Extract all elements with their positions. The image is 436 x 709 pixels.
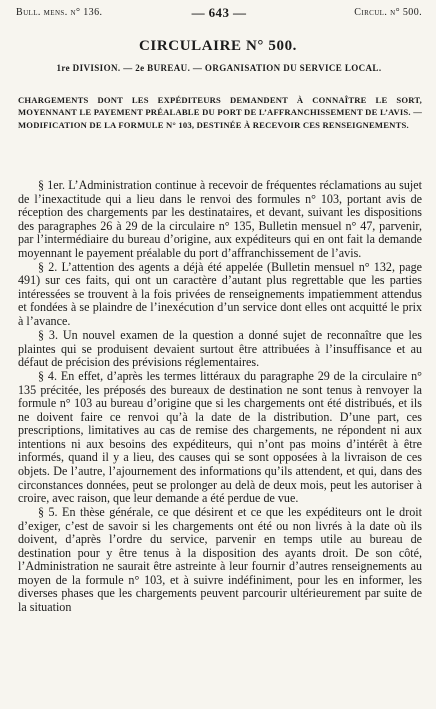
circular-subject: CHARGEMENTS DONT LES EXPÉDITEURS DEMANDENT À CONNAÎTRE LE SORT, MOYENNANT LE PAYEMENT PRÉALABLE DU PORT DE L’AFFRANCHISSEMENT DE L’AVIS. — MODIFICATION DE LA FORMULE N° 103, DESTINÉE À RECEVOIR CES RENSEIGNEMENTS. (18, 95, 422, 130)
circular-body (18, 179, 422, 615)
division-line: 1re DIVISION. — 2e BUREAU. — ORGANISATION DU SERVICE LOCAL. (56, 63, 382, 73)
paragraph-1: § 1er. L’Administration continue à recevoir de fréquentes réclamations au sujet de l’inexactitude qui a lieu dans le renvoi des formules n° 103, portant avis de réception des chargements par les destinataires, et devant, suivant les dispositions des paragraphes 26 à 29 de la circulaire n° 135, Bulletin mensuel n° 47, parvenir, par l’intermédiaire du bureau d’origine, aux expéditeurs qui en ont fait la demande moyennant le payement préalable du port d’affranchissement de l’avis. (18, 178, 422, 260)
paragraph-5: § 5. En thèse générale, ce que désirent et ce que les expéditeurs ont le droit d’exiger, c’est de savoir si les chargements ont été ou non livrés à la date où ils doivent, d’après l’ordre du service, parvenir en temps utile au bureau de destination pour y être tenus à la disposition des ayants droit. De son côté, l’Administration ne saurait être astreinte à leur fournir d’autres renseignements au moyen de la formule n° 103, et à suivre indéfiniment, pour les en informer, les diverses phases que les chargements peuvent parcourir ultérieurement par suite de la situation (18, 505, 422, 614)
paragraph-3: § 3. Un nouvel examen de la question a donné sujet de reconnaître que les plaintes qui se produisent devaient surtout être attribuées à l’insuffisance et au défaut de précision des prévisions réglementaires. (18, 328, 422, 370)
bulletin-reference: Bull. mens. n° 136. (16, 7, 103, 18)
paragraph-2: § 2. L’attention des agents a déjà été appelée (Bulletin mensuel n° 132, page 491) sur ces faits, qui ont un caractère d’autant plus regrettable que les parties intéressées se trouvent à la fois privées de renseignements impatiemment attendus et fondées à se plaindre de l’inexécution d’un service dont elles ont acquitté le prix à l’avance. (18, 259, 422, 328)
page-number: — 643 — (191, 5, 247, 20)
running-head (16, 6, 422, 22)
circular-reference: Circul. n° 500. (354, 7, 422, 18)
paragraph-4: § 4. En effet, d’après les termes littéraux du paragraphe 29 de la circulaire n° 135 précitée, les préposés des bureaux de destination ne sont tenus à renvoyer la formule n° 103 au bureau d’origine que si les chargements ont été distribués, et ils ne doivent faire ce renvoi qu’à la date de la distribution. D’une part, ces prescriptions, limitatives au cas de remise des chargements, ne répondent ni aux intentions ni aux besoins des expéditeurs, qui n’ont pas moins d’intérêt à être informés, quand il y a lieu, des causes qui se sont opposées à la livraison de ces objets. De l’autre, l’ajournement des informations qu’ils attendent, et qui, dans des circonstances données, peut se prolonger au delà de deux mois, peut les autoriser à croire, avec raison, que leur demande a été perdue de vue. (18, 369, 422, 506)
circular-title: CIRCULAIRE N° 500. (138, 38, 298, 54)
